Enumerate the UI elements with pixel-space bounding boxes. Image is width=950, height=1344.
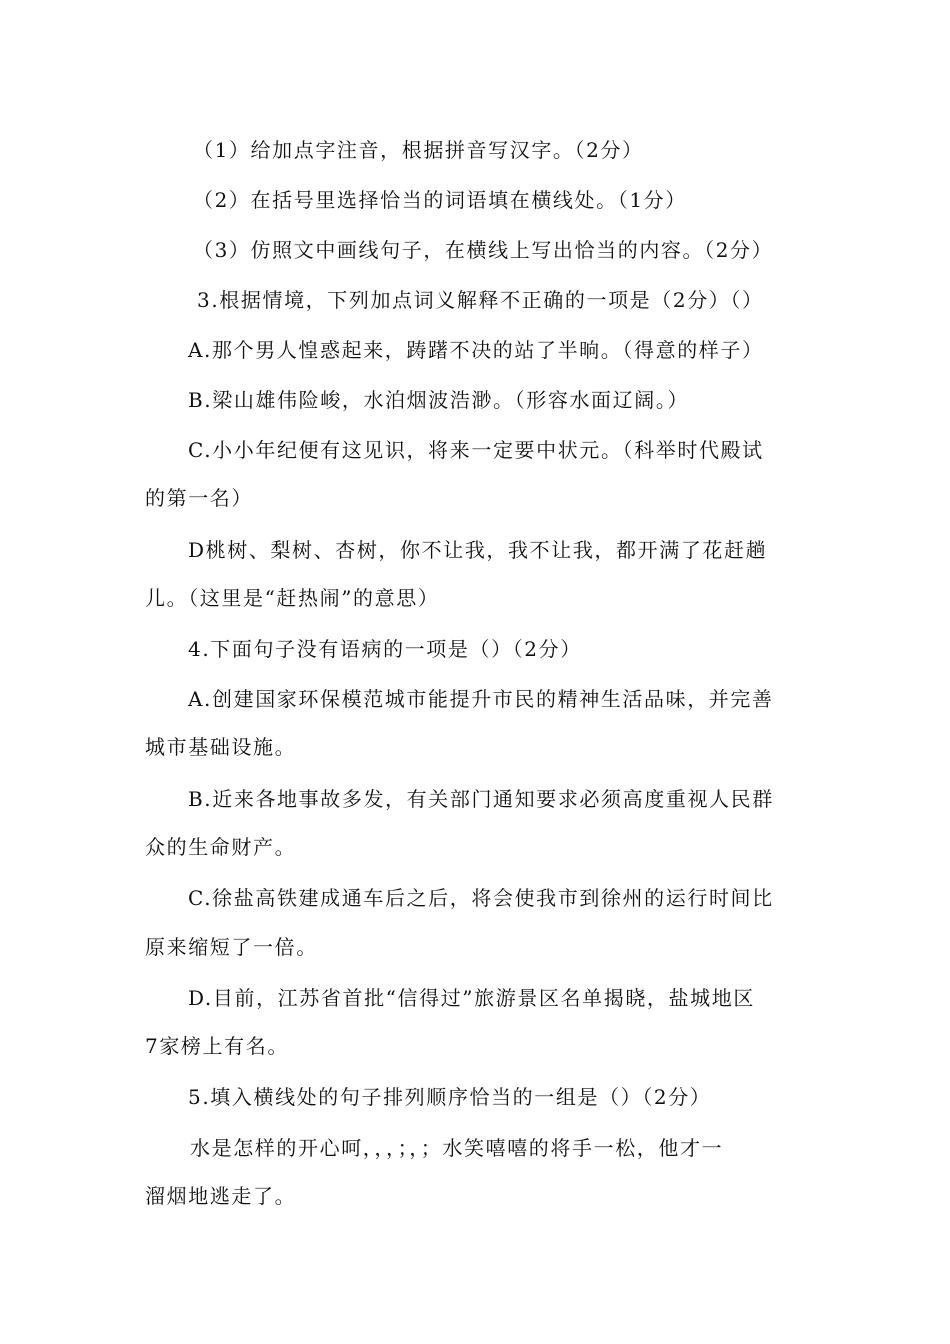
subquestion-2: （2）在括号里选择恰当的词语填在横线处。（1分）: [193, 188, 687, 212]
question-5-passage: 水是怎样的开心呵，，，；，；水笑嘻嘻的将手一松，他才一: [190, 1136, 724, 1160]
question-3-option-d: D桃树、梨树、杏树，你不让我，我不让我，都开满了花赶趟: [188, 538, 768, 562]
question-3-option-c: C.小小年纪便有这见识，将来一定要中状元。（科举时代殿试: [188, 438, 764, 462]
question-4-option-c: C.徐盐高铁建成通车后之后，将会使我市到徐州的运行时间比: [188, 886, 774, 910]
question-4-option-d-cont: 7家榜上有名。: [145, 1034, 289, 1058]
question-4-option-b: B.近来各地事故多发，有关部门通知要求必须高度重视人民群: [188, 787, 774, 811]
question-3-option-b: B.梁山雄伟险峻，水泊烟波浩渺。（形容水面辽阔。）: [188, 388, 690, 412]
question-4-option-d: D.目前，江苏省首批“信得过”旅游景区名单揭晓，盐城地区: [188, 986, 755, 1010]
subquestion-1: （1）给加点字注音，根据拼音写汉字。（2分）: [193, 138, 644, 162]
question-4-option-a-cont: 城市基础设施。: [145, 735, 297, 759]
question-5-stem: 5.填入横线处的句子排列顺序恰当的一组是（）（2分）: [188, 1085, 712, 1109]
subquestion-3: （3）仿照文中画线句子，在横线上写出恰当的内容。（2分）: [193, 238, 774, 262]
question-4-option-c-cont: 原来缩短了一倍。: [145, 935, 318, 959]
question-3-option-c-cont: 的第一名）: [145, 486, 253, 510]
question-5-passage-cont: 溜烟地逃走了。: [145, 1184, 297, 1208]
question-3-option-d-cont: 儿。（这里是“赶热闹”的意思）: [145, 586, 440, 610]
question-3-option-a: A.那个男人惶惑起来，踌躇不决的站了半晌。（得意的样子）: [188, 338, 764, 362]
question-4-option-b-cont: 众的生命财产。: [145, 835, 297, 859]
question-3-stem: 3.根据情境，下列加点词义解释不正确的一项是（2分）（）: [197, 288, 764, 312]
question-4-option-a: A.创建国家环保模范城市能提升市民的精神生活品味，并完善: [188, 687, 774, 711]
question-4-stem: 4.下面句子没有语病的一项是（）（2分）: [188, 637, 582, 661]
